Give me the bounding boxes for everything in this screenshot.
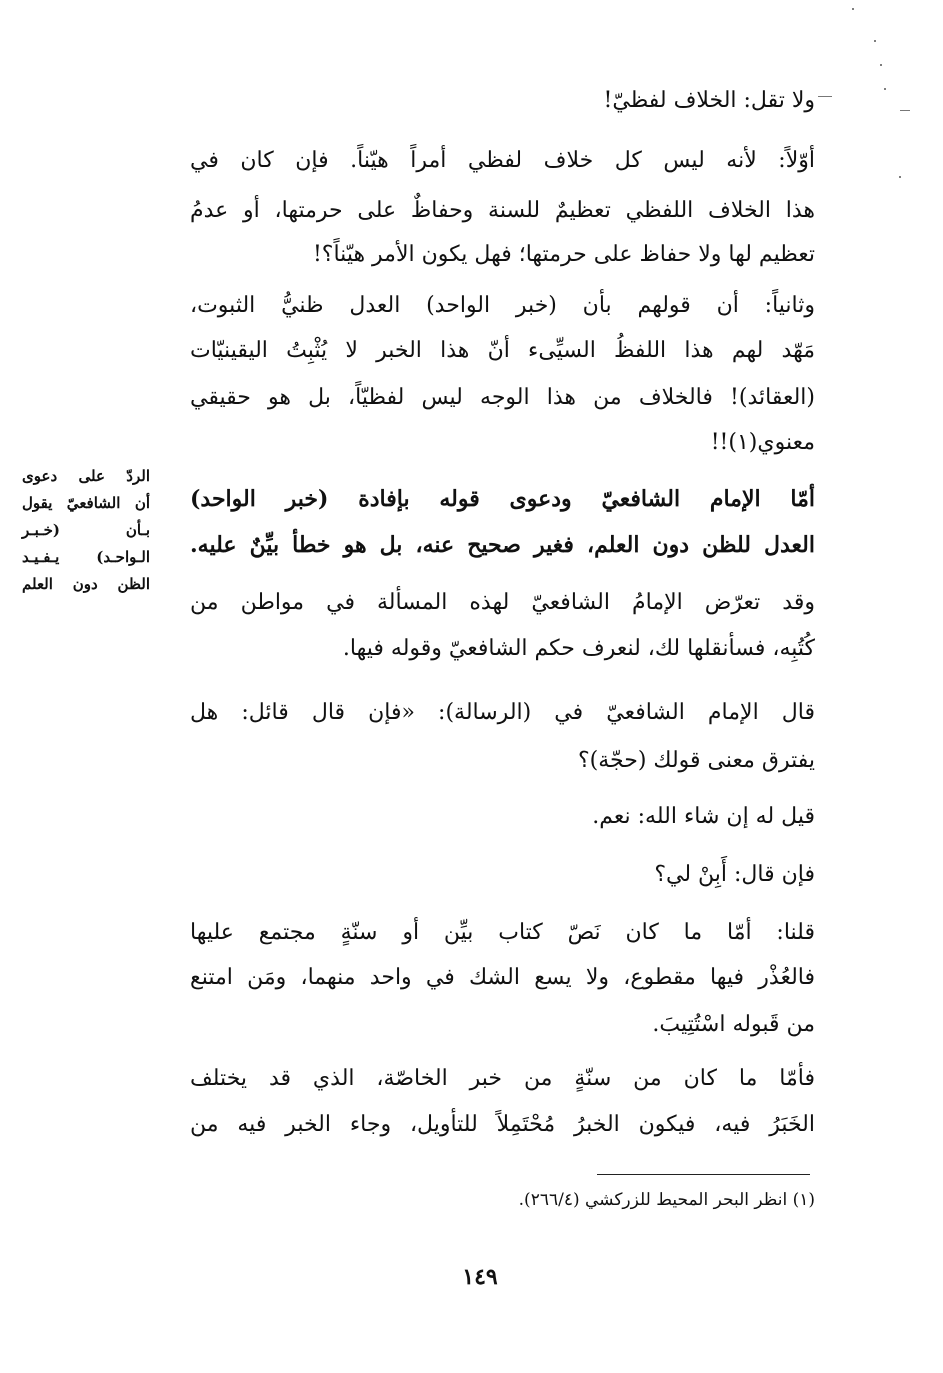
body-line: قال الإمام الشافعيّ في (الرسالة): «فإن قال قائل: هل [190,700,815,725]
margin-note-line: بـأن (خـبـر [22,521,150,539]
body-line: يفترق معنى قولك (حجّة)؟ [577,748,815,773]
body-line: ولا تقل: الخلاف لفظيّ! [603,88,815,113]
footnote-separator [597,1174,810,1175]
scan-speck [852,8,854,10]
body-line: أمّا الإمام الشافعيّ ودعوى قوله بإفادة (خبر الواحد) [190,486,815,512]
body-line: (العقائد)! فالخلاف من هذا الوجه ليس لفظيّاً، بل هو حقيقي [190,385,815,410]
scan-speck [899,176,901,178]
body-line: معنوي(١)!! [710,430,815,455]
body-line: هذا الخلاف اللفظي تعظيمٌ للسنة وحفاظٌ على حرمتها، أو عدمُ [190,198,815,223]
page-number: ١٤٩ [462,1264,498,1290]
body-line: الخَبَرُ فيه، فيكون الخبرُ مُحْتَمِلاً للتأويل، وجاء الخبر فيه من [190,1112,815,1137]
margin-note-line: أن الشافعيّ يقول [22,494,150,512]
scan-speck [874,40,876,42]
body-line: فأمّا ما كان من سنّةٍ من خبر الخاصّة، الذي قد يختلف [190,1066,815,1091]
body-line: فإن قال: أَبِنْ لي؟ [654,862,815,887]
body-line: من قَبوله اسْتُتِيبَ. [652,1012,815,1037]
body-line: وقد تعرّض الإمامُ الشافعيّ لهذه المسألة في مواطن من [190,590,815,615]
body-line: أوّلاً: لأنه ليس كل خلاف لفظي أمراً هيّناً. فإن كان في [190,148,815,173]
body-line: قلنا: أمّا ما كان نَصّ كتاب بيِّن أو سنّةٍ مجتمع عليها [190,920,815,945]
body-line: قيل له إن شاء الله: نعم. [592,804,815,829]
margin-note-line: الردّ على دعوى [22,467,150,485]
scan-speck [880,64,882,66]
body-line: تعظيم لها ولا حفاظ على حرمتها؛ فهل يكون الأمر هيّناً؟! [312,242,815,267]
scan-speck [884,88,886,90]
body-line: فالعُذْر فيها مقطوع، ولا يسع الشك في واحد منهما، ومَن امتنع [190,965,815,990]
body-line: العدل للظن دون العلم، فغير صحيح عنه، بل هو خطأ بيِّنٌ عليه. [190,532,815,558]
footnote: (١) انظر البحر المحيط للزركشي (٢٦٦/٤). [518,1190,815,1210]
margin-note-line: الظن دون العلم [22,575,150,593]
body-line: كُتُبِه، فسأنقلها لك، لنعرف حكم الشافعيّ وقوله فيها. [342,636,815,661]
body-line: مَهّد لهم هذا اللفظُ السيِّىء أنّ هذا الخبر لا يُثْبِتُ اليقينيّات [190,338,815,363]
margin-note-line: الـواحـد) يـفـيـد [22,548,150,566]
body-line: وثانياً: أن قولهم بأن (خبر الواحد) العدل ظنيُّ الثبوت، [190,293,815,318]
scan-mark [900,110,910,111]
scan-mark [818,96,832,97]
